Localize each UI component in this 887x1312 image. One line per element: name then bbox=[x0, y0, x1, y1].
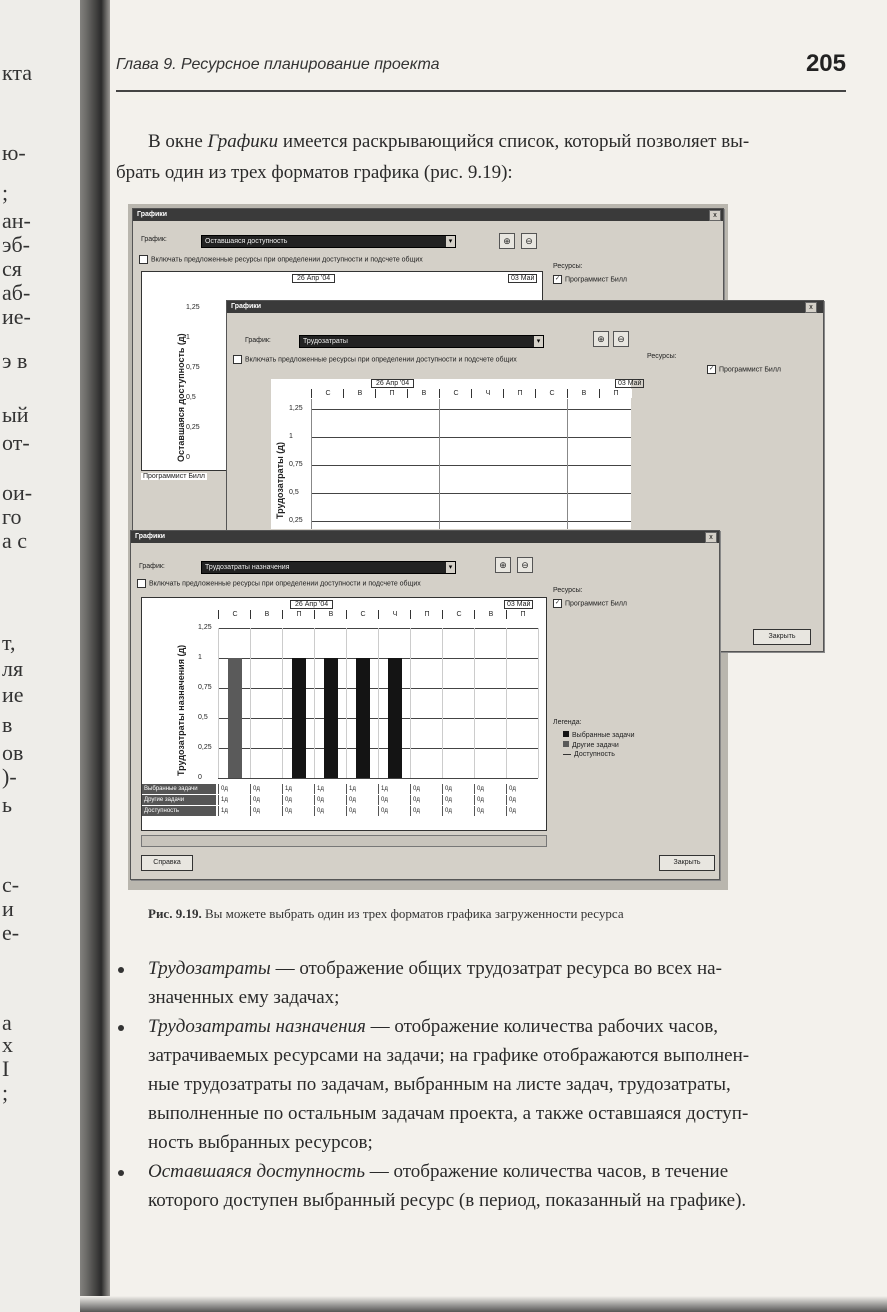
day-cell: В bbox=[343, 389, 376, 398]
graph-select[interactable] bbox=[201, 235, 456, 248]
grid-line bbox=[311, 409, 631, 410]
include-proposed-checkbox[interactable] bbox=[139, 255, 423, 264]
day-cell: В bbox=[474, 610, 507, 619]
bullet-text: — отображение количества рабочих часов, bbox=[365, 1016, 719, 1037]
table-cell: 0д bbox=[250, 795, 283, 805]
day-cell: П bbox=[599, 389, 632, 398]
table-cell: 0д bbox=[474, 795, 507, 805]
y-axis-title: Трудозатраты (д) bbox=[275, 442, 285, 519]
grid-line bbox=[442, 628, 443, 778]
table-cell: 0д bbox=[442, 784, 475, 794]
day-cell: С bbox=[218, 610, 251, 619]
table-cell: 1д bbox=[282, 784, 315, 794]
bullet-line bbox=[148, 983, 339, 1012]
bullet-text: которого доступен выбранный ресурс (в период, показанный на графике). bbox=[148, 1190, 747, 1211]
legend-label: Выбранные задачи bbox=[572, 732, 635, 739]
gutter-fragment: I bbox=[2, 1056, 10, 1081]
resource-item[interactable] bbox=[707, 365, 781, 374]
chevron-down-icon[interactable]: ▾ bbox=[534, 336, 543, 347]
table-cell: 0д bbox=[346, 795, 379, 805]
chart-plot-area bbox=[141, 597, 547, 831]
bullet-text: — отображение количества часов, в течение bbox=[365, 1161, 729, 1182]
table-cell: 0д bbox=[506, 795, 539, 805]
checkbox-icon[interactable]: ✓ bbox=[554, 600, 561, 606]
week-label: 26 Апр '04 bbox=[290, 600, 333, 609]
graph-label: График: bbox=[245, 337, 271, 344]
day-cell: С bbox=[535, 389, 568, 398]
y-axis-title: Оставшаяся доступность (д) bbox=[176, 333, 186, 462]
chevron-down-icon[interactable]: ▾ bbox=[446, 236, 455, 247]
page-number: 205 bbox=[805, 50, 846, 77]
chart-plot-area bbox=[271, 379, 642, 529]
include-label: Включать предложенные ресурсы при определении доступности и подсчете общих bbox=[245, 356, 517, 364]
gutter-fragment: ся bbox=[2, 256, 22, 281]
day-cell: П bbox=[506, 610, 539, 619]
day-cell: Ч bbox=[471, 389, 504, 398]
resource-item[interactable] bbox=[553, 275, 627, 284]
bullet-icon bbox=[118, 967, 124, 973]
grid-line bbox=[378, 628, 379, 778]
table-cell: 0д bbox=[506, 784, 539, 794]
bullet-term: Трудозатраты назначения bbox=[148, 1016, 366, 1037]
week-label: 03 Май bbox=[508, 274, 537, 283]
legend-swatch bbox=[563, 731, 569, 737]
bullet-line bbox=[148, 1128, 373, 1157]
checkbox-icon[interactable] bbox=[137, 579, 146, 588]
window-title: Графики bbox=[131, 531, 719, 543]
table-cell: 0д bbox=[410, 784, 443, 794]
include-proposed-checkbox[interactable] bbox=[137, 579, 421, 588]
zoom-in-icon[interactable]: ⊕ bbox=[499, 233, 515, 249]
graph-select[interactable] bbox=[299, 335, 544, 348]
y-tick-label: 0,5 bbox=[186, 394, 196, 401]
close-button[interactable]: Закрыть bbox=[753, 629, 811, 645]
table-cell: 0д bbox=[442, 795, 475, 805]
table-cell: 0д bbox=[314, 795, 347, 805]
grid-line bbox=[282, 628, 283, 778]
intro-text: В окне bbox=[148, 131, 208, 152]
gutter-fragment: ие bbox=[2, 682, 24, 707]
table-cell: 1д bbox=[314, 784, 347, 794]
intro-italic: Графики bbox=[207, 131, 279, 152]
table-cell: 1д bbox=[218, 806, 251, 816]
graph-select[interactable] bbox=[201, 561, 456, 574]
day-cell: П bbox=[375, 389, 408, 398]
bullet-line bbox=[148, 1157, 728, 1186]
grid-line bbox=[218, 778, 538, 779]
help-button[interactable]: Справка bbox=[141, 855, 193, 871]
grid-line bbox=[218, 628, 219, 778]
bullet-icon bbox=[118, 1170, 124, 1176]
gutter-fragment: аб- bbox=[2, 280, 31, 305]
table-cell: 0д bbox=[314, 806, 347, 816]
table-cell: 1д bbox=[346, 784, 379, 794]
window-title: Графики bbox=[133, 209, 723, 221]
grid-line bbox=[250, 628, 251, 778]
bullet-line bbox=[148, 1099, 748, 1128]
day-cell: П bbox=[503, 389, 536, 398]
checkbox-icon[interactable] bbox=[139, 255, 148, 264]
table-cell: 1д bbox=[218, 795, 251, 805]
checkbox-icon[interactable]: ✓ bbox=[708, 366, 715, 372]
y-tick-label: 0 bbox=[198, 774, 202, 781]
bar-selected bbox=[388, 658, 402, 778]
table-cell: 0д bbox=[282, 795, 315, 805]
y-tick-label: 1 bbox=[198, 654, 202, 661]
legend-swatch bbox=[563, 741, 569, 747]
graph-label: График: bbox=[139, 563, 165, 570]
gutter-fragment: ый bbox=[2, 402, 29, 427]
legend-item bbox=[563, 751, 615, 758]
include-label: Включать предложенные ресурсы при определении доступности и подсчете общих bbox=[151, 256, 423, 264]
day-cell: В bbox=[314, 610, 347, 619]
grid-line bbox=[311, 521, 631, 522]
zoom-out-icon[interactable]: ⊖ bbox=[517, 557, 533, 573]
gutter-fragment: ю- bbox=[2, 140, 26, 165]
y-tick-label: 0,75 bbox=[198, 684, 212, 691]
page-header bbox=[116, 50, 846, 92]
grid-line bbox=[474, 628, 475, 778]
chapter-title: Глава 9. Ресурсное планирование проекта bbox=[116, 56, 440, 73]
grid-line bbox=[311, 493, 631, 494]
table-cell: 0д bbox=[250, 784, 283, 794]
resource-name: Программист Билл bbox=[719, 366, 782, 374]
bullet-icon bbox=[118, 1025, 124, 1031]
graph-select-value: Трудозатраты назначения bbox=[205, 564, 290, 571]
bar-selected bbox=[292, 658, 306, 778]
legend-swatch bbox=[563, 754, 571, 755]
bullet-line bbox=[148, 1070, 731, 1099]
close-button[interactable]: Закрыть bbox=[659, 855, 715, 871]
day-cell: Ч bbox=[378, 610, 411, 619]
gutter-fragment: ; bbox=[2, 180, 9, 205]
y-tick-label: 1,25 bbox=[198, 624, 212, 631]
day-cell: В bbox=[250, 610, 283, 619]
grid-line bbox=[314, 628, 315, 778]
legend-title: Легенда: bbox=[553, 719, 582, 726]
figure-screenshot bbox=[128, 204, 813, 890]
day-cell: П bbox=[282, 610, 315, 619]
legend-label: Доступность bbox=[574, 751, 615, 758]
y-tick-label: 0,5 bbox=[198, 714, 208, 721]
include-proposed-checkbox[interactable] bbox=[233, 355, 517, 364]
intro-paragraph bbox=[148, 126, 858, 157]
gutter-fragment: кта bbox=[2, 60, 33, 85]
checkbox-icon[interactable] bbox=[233, 355, 242, 364]
zoom-out-icon[interactable]: ⊖ bbox=[521, 233, 537, 249]
y-tick-label: 0,5 bbox=[289, 489, 299, 496]
bullet-line bbox=[148, 954, 722, 983]
close-icon[interactable]: x bbox=[709, 210, 721, 221]
bullet-term: Оставшаяся доступность bbox=[148, 1161, 365, 1182]
gutter-fragment: ; bbox=[2, 1080, 9, 1105]
y-tick-label: 1,25 bbox=[289, 405, 303, 412]
table-row-label: Выбранные задачи bbox=[142, 784, 216, 794]
y-tick-label: 1,25 bbox=[186, 304, 200, 311]
gutter-fragment: ов bbox=[2, 740, 24, 765]
graph-select-value: Оставшаяся доступность bbox=[205, 238, 288, 245]
bullet-line bbox=[148, 1012, 718, 1041]
week-label: 26 Апр '04 bbox=[371, 379, 414, 388]
gutter-fragment: ан- bbox=[2, 208, 31, 233]
figure-caption bbox=[148, 906, 624, 922]
bullet-text: ность выбранных ресурсов; bbox=[148, 1132, 373, 1153]
checkbox-icon[interactable]: ✓ bbox=[554, 276, 561, 282]
day-cell: С bbox=[442, 610, 475, 619]
gutter-fragment: ои- bbox=[2, 480, 33, 505]
table-cell: 0д bbox=[282, 806, 315, 816]
y-tick-label: 1 bbox=[289, 433, 293, 440]
table-cell: 1д bbox=[378, 784, 411, 794]
gutter-fragment: э в bbox=[2, 348, 28, 373]
intro-paragraph-line2: брать один из трех форматов графика (рис. 9.19): bbox=[116, 162, 513, 183]
day-cell: С bbox=[311, 389, 344, 398]
bullet-text: значенных ему задачах; bbox=[148, 987, 340, 1008]
table-cell: 0д bbox=[378, 806, 411, 816]
gutter-fragment: х bbox=[2, 1032, 13, 1057]
bullet-text: ные трудозатраты по задачам, выбранным на листе задач, трудозатраты, bbox=[148, 1074, 731, 1095]
grid-line bbox=[311, 437, 631, 438]
grid-line bbox=[410, 628, 411, 778]
day-cell: П bbox=[410, 610, 443, 619]
table-cell: 0д bbox=[410, 806, 443, 816]
gutter-fragment: )- bbox=[2, 764, 17, 789]
week-label: 03 Май bbox=[504, 600, 533, 609]
horizontal-scrollbar[interactable] bbox=[141, 835, 547, 847]
grid-line bbox=[311, 399, 312, 529]
day-cell: С bbox=[439, 389, 472, 398]
grid-line bbox=[346, 628, 347, 778]
table-cell: 0д bbox=[410, 795, 443, 805]
week-label: 03 Май bbox=[615, 379, 644, 388]
row-label: Программист Билл bbox=[143, 473, 206, 480]
y-tick-label: 0 bbox=[186, 454, 190, 461]
table-row-label: Доступность bbox=[142, 806, 216, 816]
resource-name: Программист Билл bbox=[565, 600, 628, 608]
graph-select-value: Трудозатраты bbox=[303, 338, 348, 345]
gutter-fragment: а bbox=[2, 1010, 12, 1035]
grid-line bbox=[538, 628, 539, 778]
day-cell: С bbox=[346, 610, 379, 619]
y-tick-label: 0,25 bbox=[198, 744, 212, 751]
resources-label: Ресурсы: bbox=[553, 587, 583, 594]
resources-label: Ресурсы: bbox=[553, 263, 583, 270]
window-assignment-work bbox=[130, 530, 720, 880]
include-label: Включать предложенные ресурсы при определении доступности и подсчете общих bbox=[149, 580, 421, 588]
resource-name: Программист Билл bbox=[565, 276, 628, 284]
y-tick-label: 0,75 bbox=[186, 364, 200, 371]
bullet-line bbox=[148, 1041, 749, 1070]
bar-selected bbox=[324, 658, 338, 778]
y-tick-label: 1 bbox=[186, 334, 190, 341]
resource-item[interactable] bbox=[553, 599, 627, 608]
gutter-fragment: ь bbox=[2, 792, 13, 817]
bar-selected bbox=[356, 658, 370, 778]
bullet-term: Трудозатраты bbox=[148, 958, 271, 979]
close-icon[interactable]: x bbox=[705, 532, 717, 543]
table-cell: 0д bbox=[506, 806, 539, 816]
window-title: Графики bbox=[227, 301, 823, 313]
intro-text-cont: имеется раскрывающийся список, который позволяет вы- bbox=[278, 131, 750, 152]
grid-line bbox=[567, 399, 568, 529]
caption-text: Вы можете выбрать один из трех форматов графика загруженности ресурса bbox=[201, 906, 624, 921]
y-tick-label: 0,75 bbox=[289, 461, 303, 468]
table-cell: 0д bbox=[378, 795, 411, 805]
day-cell: В bbox=[567, 389, 600, 398]
y-tick-label: 0,25 bbox=[289, 517, 303, 524]
legend-item bbox=[563, 741, 619, 749]
grid-line bbox=[506, 628, 507, 778]
bullet-text: выполненные по остальным задачам проекта, а также оставшаяся доступ- bbox=[148, 1103, 749, 1124]
y-axis-title: Трудозатраты назначения (д) bbox=[176, 644, 186, 776]
bullet-line bbox=[148, 1186, 746, 1215]
table-cell: 0д bbox=[474, 806, 507, 816]
gutter-fragment: и bbox=[2, 896, 14, 921]
gutter-fragment: т, bbox=[2, 630, 16, 655]
zoom-in-icon[interactable]: ⊕ bbox=[593, 331, 609, 347]
close-icon[interactable]: x bbox=[805, 302, 817, 313]
zoom-in-icon[interactable]: ⊕ bbox=[495, 557, 511, 573]
gutter-fragment: ие- bbox=[2, 304, 31, 329]
gutter-fragment: от- bbox=[2, 430, 30, 455]
day-cell: В bbox=[407, 389, 440, 398]
table-cell: 0д bbox=[474, 784, 507, 794]
table-row-label: Другие задачи bbox=[142, 795, 216, 805]
table-cell: 0д bbox=[442, 806, 475, 816]
legend-item bbox=[563, 731, 635, 739]
chevron-down-icon[interactable]: ▾ bbox=[446, 562, 455, 573]
legend-label: Другие задачи bbox=[572, 742, 619, 749]
scan-edge bbox=[80, 1296, 887, 1312]
gutter-fragment: го bbox=[2, 504, 22, 529]
grid-line bbox=[439, 399, 440, 529]
table-cell: 0д bbox=[250, 806, 283, 816]
gutter-fragment: с- bbox=[2, 872, 20, 897]
graph-label: График: bbox=[141, 236, 167, 243]
gutter-fragment: е- bbox=[2, 920, 20, 945]
bullet-text: — отображение общих трудозатрат ресурса во всех на- bbox=[270, 958, 722, 979]
gutter-fragment: эб- bbox=[2, 232, 30, 257]
resources-label: Ресурсы: bbox=[647, 353, 677, 360]
bar-other bbox=[228, 658, 242, 778]
zoom-out-icon[interactable]: ⊖ bbox=[613, 331, 629, 347]
table-cell: 0д bbox=[218, 784, 251, 794]
caption-label: Рис. 9.19. bbox=[148, 906, 202, 921]
table-cell: 0д bbox=[346, 806, 379, 816]
gutter-fragment: ля bbox=[2, 656, 24, 681]
bullet-text: затрачиваемых ресурсами на задачи; на графике отображаются выполнен- bbox=[148, 1045, 750, 1066]
week-label: 26 Апр '04 bbox=[292, 274, 335, 283]
gutter-fragment: в bbox=[2, 712, 13, 737]
y-tick-label: 0,25 bbox=[186, 424, 200, 431]
grid-line bbox=[311, 465, 631, 466]
gutter-fragment: а с bbox=[2, 528, 28, 553]
